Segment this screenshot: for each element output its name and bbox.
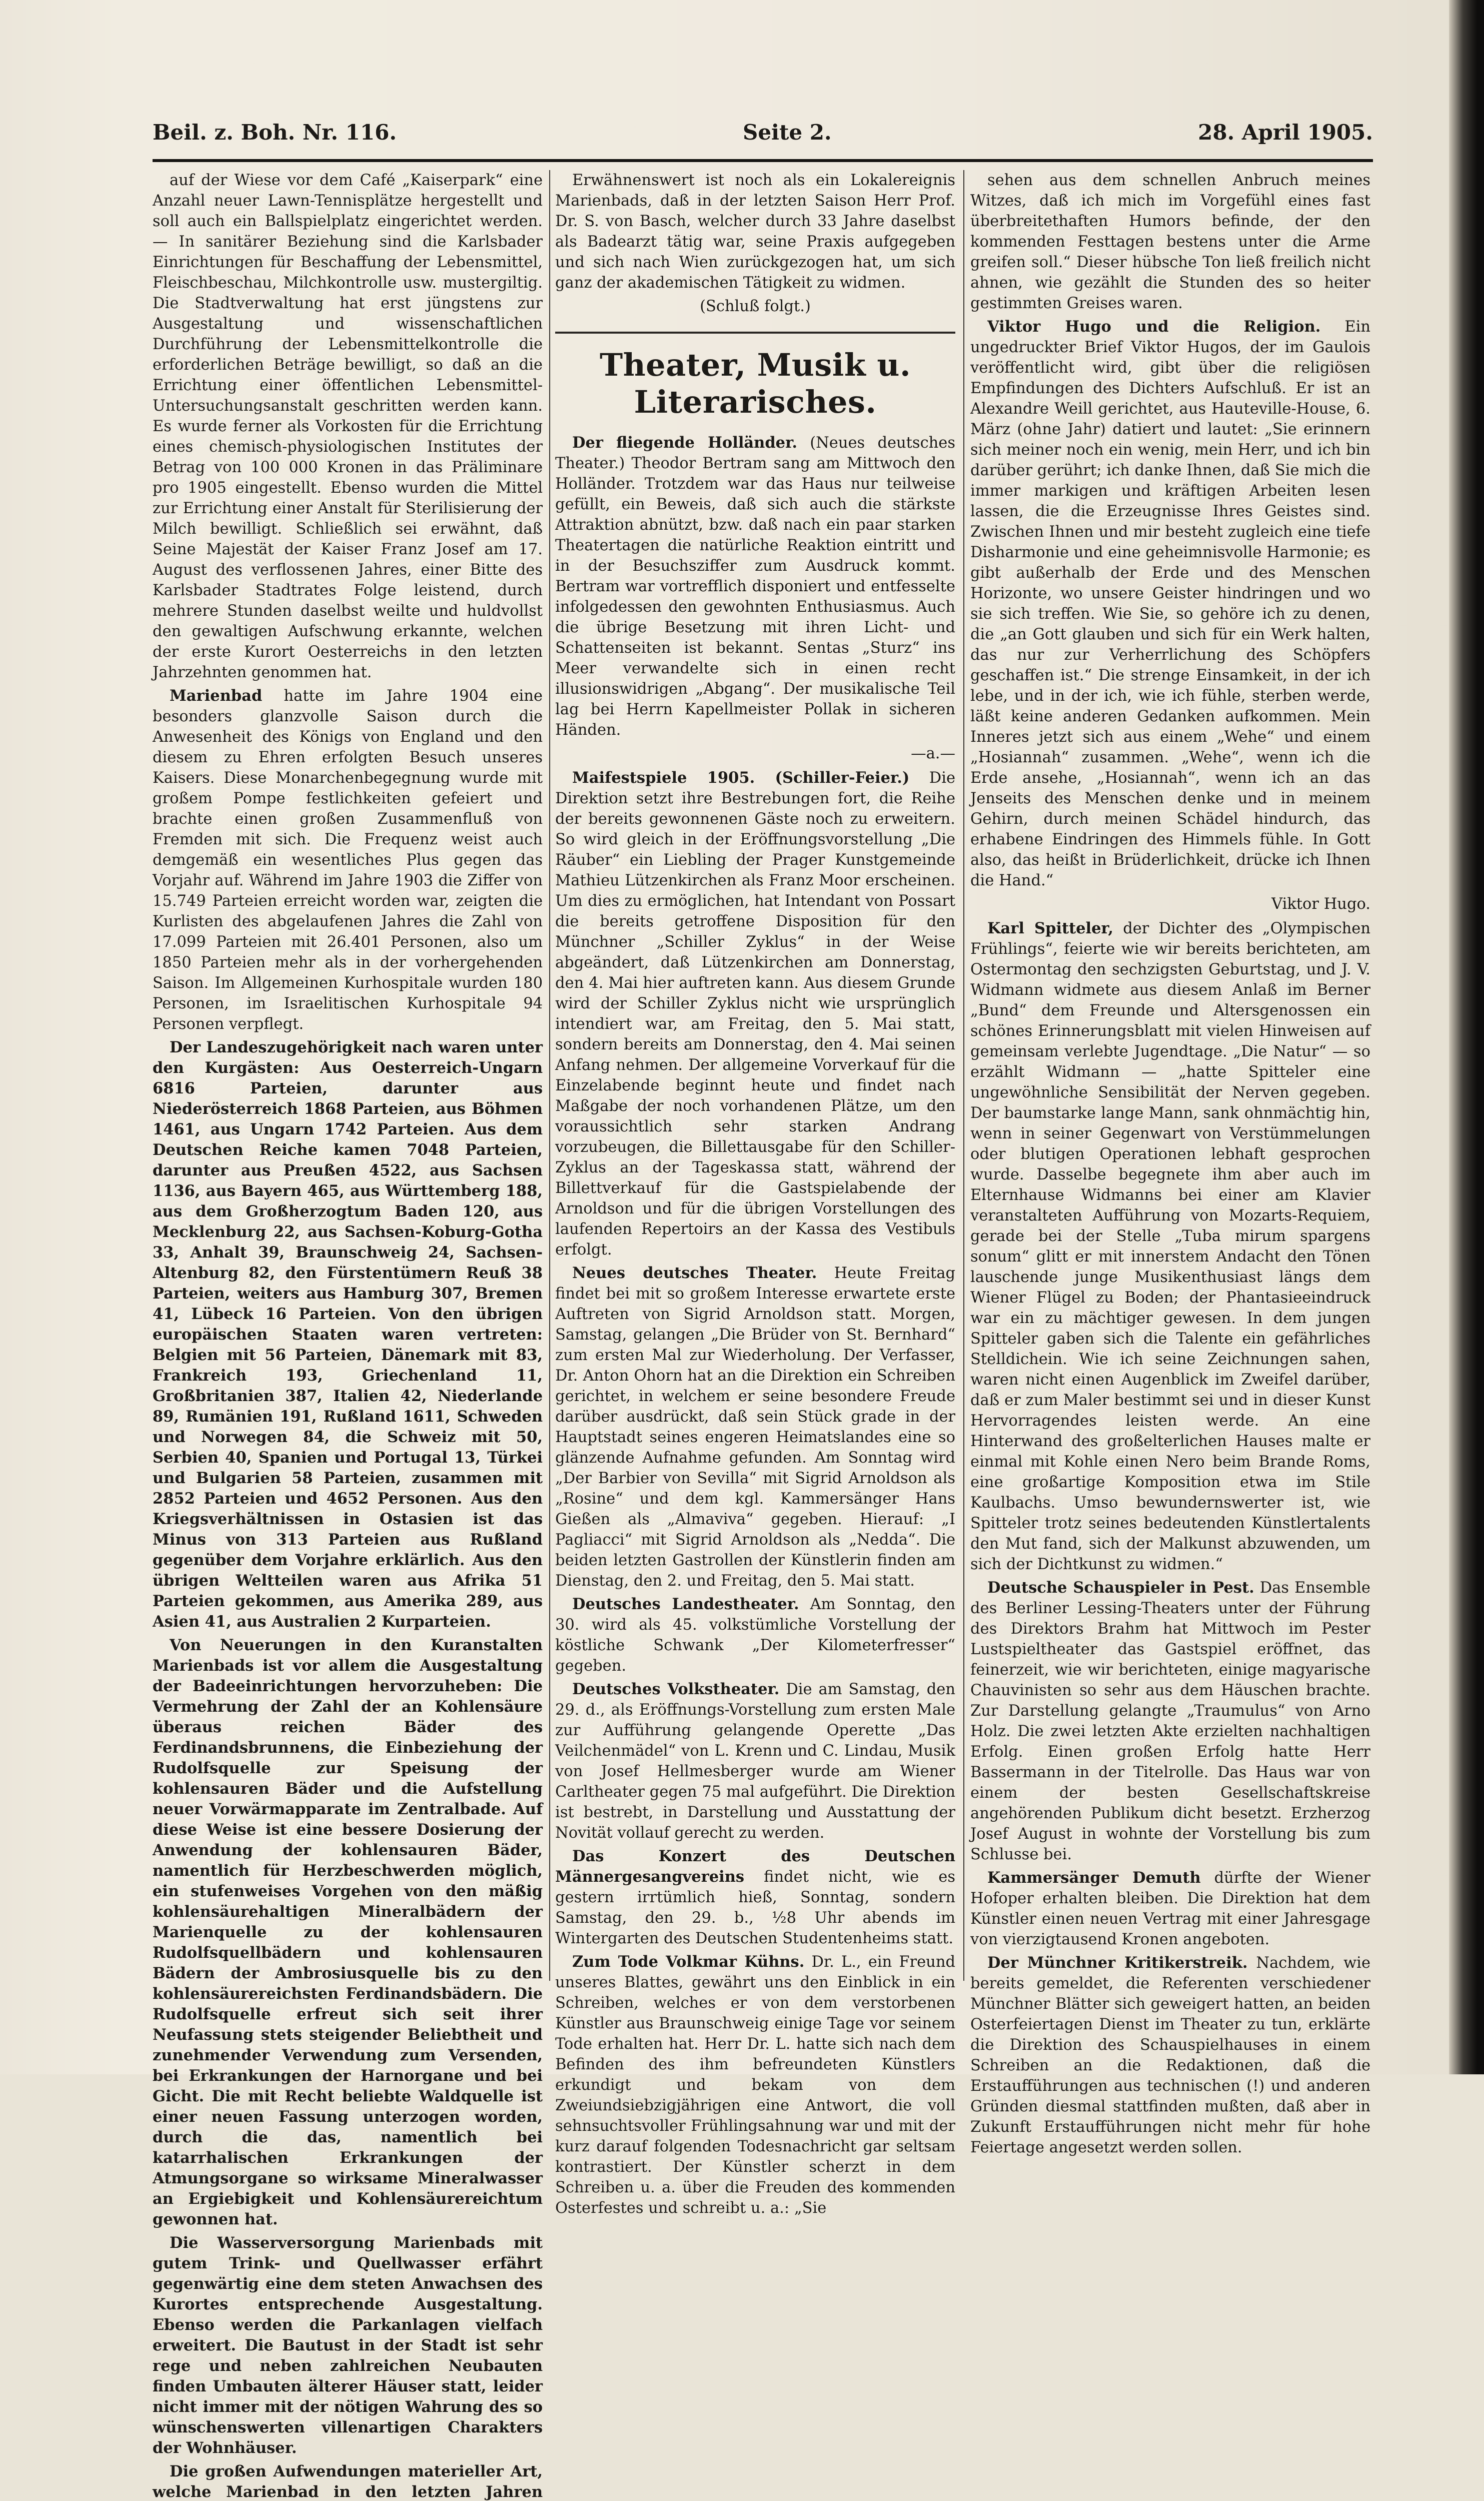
news-item (555, 433, 955, 740)
column-divider (963, 170, 964, 1981)
column-3 (970, 170, 1370, 2156)
item-text: Die am Samstag, den 29. d., als Eröffnungs-Vorstellung zum ersten Male zur Aufführung gelangende Operette „Das Veilchenmädel“ von L. Krenn und C. Lindau, Musik von Josef Hellmesberger wurde am Wiener Carltheater gegen 75 mal aufgeführt. Die Direktion ist bestrebt, in Darstellung und Ausstattung der Novität vollauf gerecht zu werden. (555, 1681, 955, 1842)
item-text: Die Direktion setzt ihre Bestrebungen fort, die Reihe der bereits gewonnenen Gäste noch zu erweitern. So wird gleich in der Eröffnungsvorstellung „Die Räuber“ ein Liebling der Prager Kunstgemeinde Mathieu Lützenkirchen als Franz Moor erscheinen. Um dies zu ermöglichen, hat Intendant von Possart die bereits getroffene Disposition für den Münchner „Schiller Zyklus“ in der Weise abgeändert, daß Lützenkirchen am Donnerstag, den 4. Mai hier auftreten kann. Aus diesem Grunde wird der Schiller Zyklus nicht wie ursprünglich intendiert war, am Freitag, den 5. Mai statt, sondern bereits am Donnerstag, den 4. Mai seinen Anfang nehmen. Der allgemeine Vorverkauf für die Einzelabende beginnt heute und findet nach Maßgabe der noch vorhandenen Plätze, um den voraussichtlich sehr starken Andrang vorzubeugen, die Billettausgabe für den Schiller-Zyklus an der Tageskassa statt, während der Billettverkauf für die Gastspielabende der Arnoldson und für die übrigen Vorstellungen des laufenden Repertoirs an der Kassa des Vestibuls erfolgt. (555, 769, 955, 1259)
header-rule (153, 159, 1373, 162)
item-title: Deutsches Landestheater. (572, 1595, 799, 1613)
item-text: Ein ungedruckter Brief Viktor Hugos, der im Gaulois veröffentlicht wird, gibt über die religiösen Empfindungen des Dichters Aufschluß. Er ist an Alexandre Weill gerichtet, aus Hauteville-House, 6. März (ohne Jahr) datiert und lautet: „Sie erinnern sich meiner noch ein wenig, mein Herr, und ich bin darüber gerührt; ich danke Ihnen, daß Sie mich die immer markigen und kräftigen Arbeiten lesen lassen, die die Erzeugnisse Ihres Geistes sind. Zwischen Ihnen und mir besteht zugleich eine tiefe Disharmonie und eine geheimnisvolle Harmonie; es gibt außerhalb der Erde und des Menschen Horizonte, wo unsere Geister hindringen und wo sie sich treffen. Wie Sie, so gehöre ich zu denen, die „an Gott glauben und sich für ein Werk halten, das nur zur Verherrlichung des Schöpfers geschaffen ist.“ Die strenge Einsamkeit, in der ich lebe, und in der ich, wie ich fühle, sterben werde, läßt keine anderen Gedanken aufkommen. Mein Inneres jetzt sich aus einem „Wehe“ und einem „Hosiannah“ zusammen. „Wehe“, wenn ich die Erde ansehe, „Hosiannah“, wenn ich an das Jenseits des Menschen denke und in meinem Gehirn, durch meinen Schädel hindurch, das erhabene Eindringen des Himmels fühle. In Gott also, das heißt in Brüderlichkeit, drücke ich Ihnen die Hand.“ (970, 318, 1370, 889)
item-title: Der fliegende Holländer. (572, 434, 797, 452)
news-item (970, 918, 1370, 1575)
paragraph (153, 686, 543, 1034)
news-item (555, 1846, 955, 1949)
item-title: Deutsche Schauspieler in Pest. (987, 1579, 1254, 1597)
item-title: Viktor Hugo und die Religion. (987, 318, 1321, 336)
item-signature: Viktor Hugo. (1271, 895, 1370, 913)
paragraph: Erwähnenswert ist noch als ein Lokalereignis Marienbads, daß in der letzten Saison Herr Prof. Dr. S. von Basch, welcher durch 33 Jahre daselbst als Badearzt tätig war, seine Praxis aufgegeben und sich nach Wien zurückgezogen hat, um sich ganz der akademischen Tätigkeit zu widmen. (555, 172, 955, 292)
item-text: dürfte der Wiener Hofoper erhalten bleiben. Die Direktion hat dem Künstler einen neuen Vertrag mit einer Jahresgage von vierzigtausend Kronen angeboten. (970, 1869, 1370, 1948)
page-header (153, 120, 1373, 155)
item-title: Maifestspiele 1905. (Schiller-Feier.) (572, 769, 910, 787)
paragraph: auf der Wiese vor dem Café „Kaiserpark“ eine Anzahl neuer Lawn-Tennisplätze hergestellt und soll auch ein Ballspielplatz eingerichtet werden. — In sanitärer Beziehung sind die Karlsbader Einrichtungen für Beschaffung der Lebensmittel, Fleischbeschau, Milchkontrolle usw. mustergiltig. Die Stadtverwaltung hat erst jüngstens zur Ausgestaltung und wissenschaftlichen Durchführung der Lebensmittelkontrolle die erforderlichen Beträge bewilligt, so daß an die Errichtung einer öffentlichen Lebensmittel-Untersuchungsanstalt geschritten werden kann. Es wurde ferner als Vorkosten für die Errichtung eines chemisch-physiologischen Institutes der Betrag von 100 000 Kronen in das Präliminare pro 1905 eingestellt. Ebenso wurden die Mittel zur Errichtung einer Anstalt für Sterilisierung der Milch bewilligt. Schließlich sei erwähnt, daß Seine Majestät der Kaiser Franz Josef am 17. August des verflossenen Jahres, einer Bitte des Karlsbader Stadtrates Folge leistend, durch mehrere Stunden daselbst weilte und huldvollst den gewaltigen Aufschwung erkannte, welchen der erste Kurort Oesterreichs in den letzten Jahrzehnten genommen hat. (153, 172, 543, 681)
item-title: Der Münchner Kritikerstreik. (987, 1954, 1248, 1972)
news-item (555, 768, 955, 1260)
news-item (555, 1952, 955, 2218)
paragraph: Die großen Aufwendungen materieller Art, welche Marienbad in den letzten Jahren (153, 2462, 543, 2501)
continuation-note: (Schluß folgt.) (700, 298, 811, 315)
news-item (555, 1594, 955, 1676)
scan-edge (1449, 0, 1484, 2074)
paragraph-lead: Marienbad (170, 687, 263, 705)
item-text: Am Sonntag, den 30. wird als 45. volkstümliche Vorstellung der köstliche Schwank „Der Kilometerfresser“ gegeben. (555, 1596, 956, 1675)
column-divider (549, 170, 550, 1981)
paragraph: Die Wasserversorgung Marienbads mit gutem Trink- und Quellwasser erfährt gegenwärtig eine dem steten Anwachsen des Kurortes entsprechende Ausgestaltung. Ebenso werden die Parkanlagen vielfach erweitert. Die Bautust in der Stadt ist sehr rege und neben zahlreichen Neubauten finden Umbauten älterer Häuser statt, leider nicht immer mit der nötigen Wahrung des so wünschenswerten villenartigen Charakters der Wohnhäuser. (153, 2234, 543, 2457)
news-item (970, 1868, 1370, 1950)
section-heading: Theater, Musik u. Literarisches. (555, 332, 955, 421)
item-title: Kammersänger Demuth (987, 1869, 1201, 1887)
news-item (555, 1263, 955, 1591)
news-item (555, 1679, 955, 1843)
item-signature: —a.— (911, 745, 955, 762)
news-item (970, 317, 1370, 891)
news-item (970, 1953, 1370, 2158)
paragraph: Von Neuerungen in den Kuranstalten Marienbads ist vor allem die Ausgestaltung der Badeeinrichtungen hervorzuheben: Die Vermehrung der Zahl der an Kohlensäure überaus reichen Bäder des Ferdinandsbrunnens, die Einbeziehung der Rudolfsquelle zur Speisung der kohlensauren Bäder und die Aufstellung neuer Vorwärmapparate im Zentralbade. Auf diese Weise ist eine bessere Dosierung der Anwendung der kohlensauren Bäder, namentlich für Herzbeschwerden möglich, ein stufenweises Vorgehen von den mäßig kohlensäurehaltigen Mineralbädern der Marienquelle zu der kohlensauren Rudolfsquellbädern und kohlensauren Bädern der Ambrosiusquelle bis zu den kohlensäurereichsten Ferdinandsbädern. Die Rudolfsquelle erfreut sich seit ihrer Neufassung stets steigender Beliebtheit und zunehmender Verwendung zum Versenden, bei Erkrankungen der Harnorgane und bei Gicht. Die mit Recht beliebte Waldquelle ist einer neuen Fassung unterzogen worden, durch die das, namentlich bei katarrhalischen Erkrankungen der Atmungsorgane so wirksame Mineralwasser an Ergiebigkeit und Kohlensäurereichtum gewonnen hat. (153, 1636, 543, 2228)
item-title: Karl Spitteler, (987, 919, 1114, 937)
item-text: (Neues deutsches Theater.) Theodor Bertram sang am Mittwoch den Holländer. Trotzdem war das Haus nur teilweise gefüllt, ein Beweis, daß sich auch die stärkste Attraktion abnützt, bzw. daß nach ein paar starken Theatertagen die natürliche Reaktion eintritt und in der Besuchsziffer zum Ausdruck kommt. Bertram war vortrefflich disponiert und entfesselte infolgedessen den gewohnten Enthusiasmus. Auch die übrige Besetzung mit ihren Licht- und Schattenseiten ist bekannt. Sentas „Sturz“ ins Meer verwandelte sich in einen recht illusionswidrigen „Abgang“. Der musikalische Teil lag bei Herrn Kapellmeister Pollak in sicheren Händen. (555, 434, 955, 739)
paragraph: sehen aus dem schnellen Anbruch meines Witzes, daß ich mich im Vorgefühl eines fast überbreitethaften Humors befinde, der den kommenden Festtagen bestens unter die Arme greifen soll.“ Dieser hübsche Ton ließ freilich nicht ahnen, wie gezählt die Stunden des so heiter gestimmten Greises waren. (970, 172, 1370, 312)
header-date: 28. April 1905. (1198, 120, 1373, 145)
item-text: Das Ensemble des Berliner Lessing-Theaters unter der Führung des Direktors Brahm hat Mittwoch im Pester Lustspieltheater das Gastspiel eröffnet, das feinerzeit, wie wir berichteten, einige magyarische Chauvinisten so sehr aus dem Häuschen brachte. Zur Darstellung gelangte „Traumulus“ von Arno Holz. Die zwei letzten Akte erzielten nachhaltigen Erfolg. Einen großen Erfolg hatte Herr Bassermann in der Titelrolle. Das Haus war von einem der besten Gesellschaftskreise angehörenden Publikum dicht besetzt. Erzherzog Josef August in wohnte der Vorstellung bis zum Schlusse bei. (970, 1579, 1370, 1863)
item-text: der Dichter des „Olympischen Frühlings“, feierte wie wir bereits berichteten, am Ostermontag den sechzigsten Geburtstag, und J. V. Widmann widmete aus diesem Anlaß im Berner „Bund“ dem Freunde und Altersgenossen ein schönes Erinnerungsblatt mit vielen Hinweisen auf gemeinsam verlebte Jugendtage. „Die Natur“ — so erzählt Widmann — „hatte Spitteler eine ungewöhnliche Sensibilität der Nerven gegeben. Der baumstarke lange Mann, sank ohnmächtig hin, wenn in seiner Gegenwart von Verstümmelungen oder blutigen Operationen lebhaft gesprochen wurde. Dasselbe begegnete ihm aber auch im Elternhause Widmanns bei einer am Klavier veranstalteten Aufführung von Mozarts-Requiem, gerade bei der Stelle „Tuba mirum spargens sonum“ glitt er mit innerstem Andacht den Tönen lauschende junge Musikenthusiast längs dem Wiener Flügel zu Boden; der Phantasieeindruck war ein zu mächtiger gewesen. In dem jungen Spitteler gaben sich die Talente ein gefährliches Stelldichein. Wie ich seine Zeichnungen sahen, waren nicht einen Augenblick im Zweifel darüber, daß er zum Maler bestimmt sei und in dieser Kunst Hervorragendes leisten werde. An eine Hinterwand des großelterlichen Hauses malte er einmal mit Kohle einen Nero beim Brande Roms, eine großartige Komposition etwa im Stile Kaulbachs. Umso bewundernswerter ist, wie Spitteler trotz seines bedeutenden Künstlertalents den Mut fand, sich der Malkunst abzuwenden, um sich der Dichtkunst zu widmen.“ (970, 920, 1370, 1573)
news-item (970, 1578, 1370, 1865)
item-title: Deutsches Volkstheater. (572, 1680, 780, 1698)
item-title: Neues deutsches Theater. (572, 1264, 817, 1282)
header-page-number: Seite 2. (743, 120, 832, 145)
column-1 (153, 170, 543, 2501)
paragraph: Der Landeszugehörigkeit nach waren unter den Kurgästen: Aus Oesterreich-Ungarn 6816 Parteien, darunter aus Niederösterreich 1868 Parteien, aus Böhmen 1461, aus Ungarn 1742 Parteien. Aus dem Deutschen Reiche kamen 7048 Parteien, darunter aus Preußen 4522, aus Sachsen 1136, aus Bayern 465, aus Württemberg 188, aus dem Großherzogtum Baden 120, aus Mecklenburg 22, aus Sachsen-Koburg-Gotha 33, Anhalt 39, Braunschweig 24, Sachsen-Altenburg 82, den Fürstentümern Reuß 38 Parteien, weiters aus Hamburg 307, Bremen 41, Lübeck 16 Parteien. Von den übrigen europäischen Staaten waren vertreten: Belgien mit 56 Parteien, Dänemark mit 83, Frankreich 193, Griechenland 11, Großbritanien 387, Italien 42, Niederlande 89, Rumänien 191, Rußland 1611, Schweden und Norwegen 84, die Schweiz mit 50, Serbien 40, Spanien und Portugal 13, Türkei und Bulgarien 58 Parteien, zusammen mit 2852 Parteien und 4652 Personen. Aus den Kriegsverhältnissen in Ostasien ist das Minus von 313 Parteien aus Rußland gegenüber dem Vorjahre erklärlich. Aus den übrigen Weltteilen waren aus Afrika 51 Parteien gekommen, aus Amerika 289, aus Asien 41, aus Australien 2 Kurparteien. (153, 1038, 543, 1631)
item-text: Heute Freitag findet bei mit so großem Interesse erwartete erste Auftreten von Sigrid Arnoldson statt. Morgen, Samstag, gelangen „Die Brüder von St. Bernhard“ zum ersten Mal zur Wiederholung. Der Verfasser, Dr. Anton Ohorn hat an die Direktion ein Schreiben gerichtet, in welchem er seine besondere Freude darüber ausdrückt, daß sein Stück grade in der Hauptstadt seines engeren Heimatslandes eine so glänzende Aufnahme gefunden. Am Sonntag wird „Der Barbier von Sevilla“ mit Sigrid Arnoldson als „Rosine“ und dem kgl. Kammersänger Hans Gießen als „Almaviva“ gegeben. Hierauf: „I Pagliacci“ mit Sigrid Arnoldson als „Nedda“. Die beiden letzten Gastrollen der Künstlerin finden am Dienstag, den 2. und Freitag, den 5. Mai statt. (555, 1265, 956, 1590)
item-text: findet nicht, wie es gestern irrtümlich hieß, Sonntag, sondern Samstag, den 29. b., ½8 Uhr abends im Wintergarten des Deutschen Studentenheims statt. (555, 1868, 955, 1947)
header-issue: Beil. z. Boh. Nr. 116. (153, 120, 397, 145)
column-2 (555, 170, 956, 2217)
item-text: Dr. L., ein Freund unseres Blattes, gewährt uns den Einblick in ein Schreiben, welches er von dem verstorbenen Künstler aus Braunschweig einige Tage vor seinem Tode erhalten hat. Herr Dr. L. hatte sich nach dem Befinden des ihm befreundeten Künstlers erkundigt und bekam von dem Zweiundsiebzigjährigen eine Antwort, die voll sehnsuchtsvoller Frühlingsahnung war und mit der kurz darauf folgenden Todesnachricht gar seltsam kontrastiert. Der Künstler scherzt in dem Schreiben u. a. über die Freuden des kommenden Osterfestes und schreibt u. a.: „Sie (555, 1953, 955, 2217)
paragraph-text: hatte im Jahre 1904 eine besonders glanzvolle Saison durch die Anwesenheit des Königs von England und den diesem zu Ehren erfolgten Besuch unseres Kaisers. Diese Monarchenbegegnung wurde mit großem Pompe festlichkeiten gefeiert und brachte einen großen Zusammenfluß von Fremden mit sich. Die Frequenz weist auch demgemäß ein wesentliches Plus gegen das Vorjahr auf. Während im Jahre 1903 die Ziffer von 15.749 Parteien erreicht worden war, zeigten die Kurlisten des abgelaufenen Jahres die Zahl von 17.099 Parteien mit 26.401 Personen, also um 1850 Parteien mehr als in der vorhergehenden Saison. Im Allgemeinen Kurhospitale wurden 180 Personen, im Israelitischen Kurhospitale 94 Personen verpflegt. (153, 687, 543, 1033)
item-title: Das Konzert des Deutschen Männergesangvereins (555, 1847, 955, 1886)
item-title: Zum Tode Volkmar Kühns. (572, 1953, 805, 1971)
item-text: Nachdem, wie bereits gemeldet, die Referenten verschiedener Münchner Blätter sich geweigert hatten, an beiden Osterfeiertagen Dienst im Theater zu tun, erklärte die Direktion des Schauspielhauses in einem Schreiben an die Redaktionen, daß die Erstaufführungen aus technischen (!) und anderen Gründen diesmal stattfinden mußten, daß aber in Zukunft Erstaufführungen nicht mehr für hohe Feiertage angesetzt werden sollen. (970, 1954, 1370, 2156)
